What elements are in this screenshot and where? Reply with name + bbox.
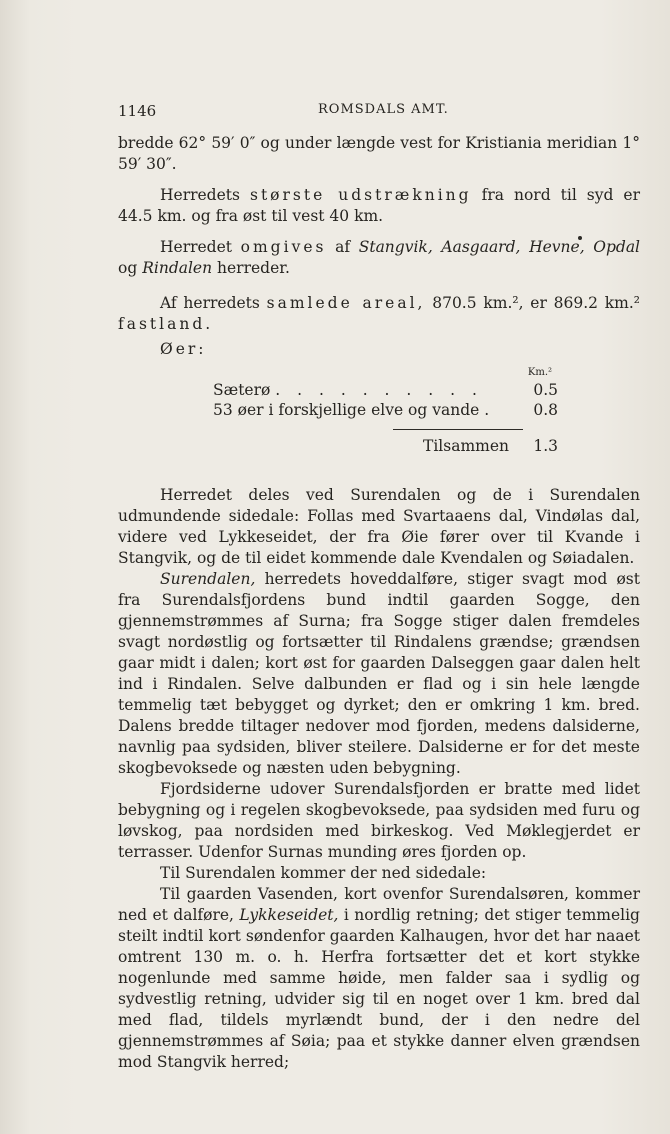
paragraph-extent: Herredets største udstrækning fra nord til syd er 44.5 km. og fra øst til vest 40 km. [118, 186, 640, 225]
total-row: Tilsammen 1.3 [423, 437, 558, 455]
paragraph-division: Herredet deles ved Surendalen og de i Surendalen udmundende sidedale: Follas med Svartaaens dal, Vindølas dal, videre ved Lykkeseidet, der fra Øie fører over til Kvande i Stangvik, og de til eidet kommende dale Kvendalen og Søiadalen. [118, 486, 640, 567]
islands-table [213, 366, 558, 457]
page-header [118, 100, 638, 122]
paragraph-fjord: Fjordsiderne udover Surendalsfjorden er bratte med lidet bebygning og i regelen skogbevoksede, paa sydsiden med furu og løvskog, paa nordsiden med birkeskog. Ved Møklegjerdet er terrasser. Udenfor Surnas munding øres fjorden op. [118, 780, 640, 861]
paragraph-lykkeseidet: Til gaarden Vasenden, kort ovenfor Surendalsøren, kommer ned et dalføre, Lykkeseidet, i nordlig retning; det stiger temmelig steilt indtil kort søndenfor gaarden Kalhaugen, hvor det har naaet omtrent 130 m. o. h. Herfra fortsætter det et kort stykke nogenlunde med samme høide, men falder saa i sydlig og sydvestlig retning, udvider sig til en noget over 1 km. bred dal med flad, tildels myrlændt bund, der i den nedre del gjennemstrømmes af Søia; paa et stykke danner elven grændsen mod Stangvik herred; [118, 885, 640, 1071]
paragraph-sidedale: Til Surendalen kommer der ned sidedale: [160, 864, 487, 882]
table-row: 53 øer i forskjellige elve og vande . 0.8 [213, 401, 558, 419]
paragraph-surendalen: Surendalen, herredets hoveddalføre, stiger svagt mod øst fra Surendalsfjordens bund indtil gaarden Sogge, den gjennemstrømmes af Surna; fra Sogge stiger dalen fremdeles svagt nordøstlig og fortsætter til Rindalens grændse; grændsen gaar midt i dalen; kort øst for gaarden Dalseggen gaar dalen helt ind i Rindalen. Selve dalbunden er flad og i sin hele længde temmelig tæt bebygget og dyrket; den er omkring 1 km. bred. Dalens bredde tiltager nedover mod fjorden, medens dalsiderne, navnlig paa sydsiden, bliver steilere. Dalsiderne er for det meste skogbevoksede og næsten uden bebygning. [118, 570, 640, 777]
running-title: ROMSDALS AMT. [318, 102, 449, 117]
paragraph-area: Af herredets samlede areal, 870.5 km.², er 869.2 km.² fastland. [118, 294, 640, 333]
paragraph-latitude: bredde 62° 59′ 0″ og under længde vest for Kristiania meridian 1° 59′ 30″. [118, 134, 640, 173]
page-number: 1146 [118, 102, 157, 120]
table-row: Sæterø . . . . . . . . . . 0.5 [213, 381, 558, 399]
islands-heading: Øer: [160, 340, 207, 358]
body-text [118, 133, 640, 1073]
sum-rule [393, 429, 523, 430]
paragraph-borders: Herredet omgives af Stangvik, Aasgaard, Hevne, Opdal og Rindalen herreder. [118, 238, 641, 277]
unit-label: Km.² [527, 367, 552, 378]
